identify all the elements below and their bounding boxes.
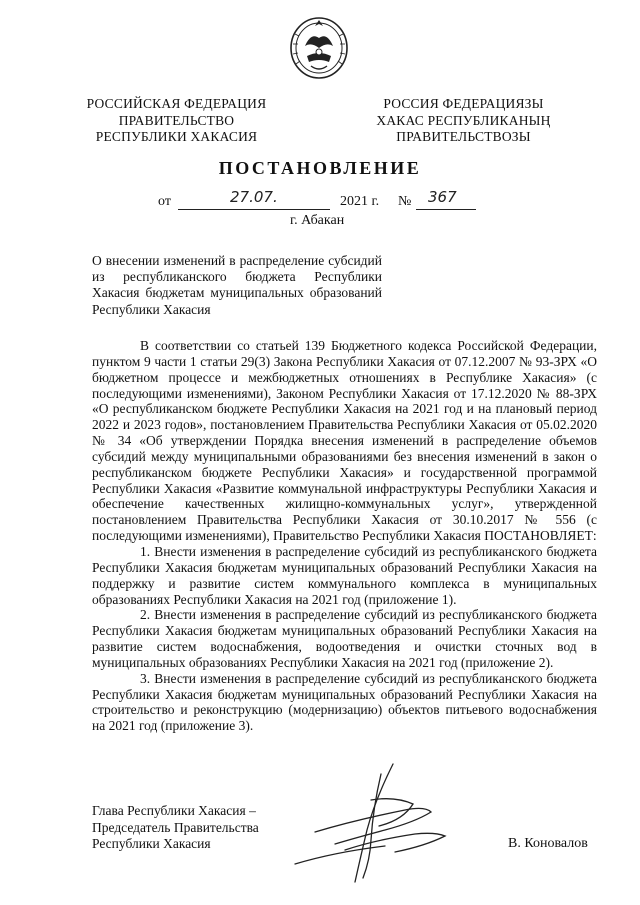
date-underline bbox=[178, 209, 330, 210]
header-left-line: РЕСПУБЛИКИ ХАКАСИЯ bbox=[95, 129, 258, 144]
header-right-line: РОССИЯ ФЕДЕРАЦИЯЗЫ bbox=[383, 96, 544, 111]
document-subject: О внесении изменений в распределение субсидий из республиканского бюджета Республики Хакасия бюджетам муниципальных образований Республики Хакасия bbox=[92, 253, 382, 317]
coat-of-arms-icon bbox=[289, 14, 349, 80]
date-number-line bbox=[158, 188, 488, 214]
year-label: 2021 г. bbox=[340, 194, 380, 209]
signer-title-line: Глава Республики Хакасия – bbox=[92, 803, 256, 818]
number-underline bbox=[416, 209, 476, 210]
resolution-item: 1. Внести изменения в распределение субсидий из республиканского бюджета Республики Хакасия бюджетам муниципальных образований Республики Хакасия на поддержку и развитие систем коммунального комплекса в муниципальных образованиях Республики Хакасия на 2021 год (приложение 1). bbox=[92, 543, 597, 607]
header-right-line: ПРАВИТЕЛЬСТВОЗЫ bbox=[396, 129, 531, 144]
city: г. Абакан bbox=[290, 213, 345, 228]
handwritten-signature bbox=[275, 760, 475, 890]
signer-title bbox=[92, 803, 292, 853]
number-label: № bbox=[398, 194, 412, 209]
preamble-paragraph: В соответствии со статьей 139 Бюджетного кодекса Российской Федерации, пунктом 9 части 1 статьи 29(3) Закона Республики Хакасия от 07.12.2007 № 93-ЗРХ «О бюджетном процессе и межбюджетных отношениях в Республике Хакасия» (с последующими изменениями), Законом Республики Хакасия от 17.12.2020 № 88-ЗРХ «О республиканском бюджете Республики Хакасия на 2021 год и на плановый период 2022 и 2023 годов», постановлением Правительства Республики Хакасия от 05.02.2020 № 34 «Об утверждении Порядка внесения изменений в распределение объемов субсидий между муниципальными образованиями без внесения изменений в закон о республиканском бюджете Республики Хакасия» и государственной программой Республики Хакасия «Развитие коммунальной инфраструктуры Республики Хакасия и обеспечение качественных жилищно-коммунальных услуг», утвержденной постановлением Правительства Республики Хакасия от 30.10.2017 № 556 (с последующими изменениями), Правительство Республики Хакасия ПОСТАНОВЛЯЕТ: bbox=[92, 338, 597, 544]
header-right-line: ХАКАС РЕСПУБЛИКАНЫҢ bbox=[376, 112, 551, 128]
header-left-line: РОССИЙСКАЯ ФЕДЕРАЦИЯ bbox=[86, 96, 267, 111]
date-handwritten: 27.07. bbox=[230, 188, 278, 206]
from-label: от bbox=[158, 194, 171, 209]
resolution-item: 3. Внести изменения в распределение субсидий из республиканского бюджета Республики Хакасия бюджетам муниципальных образований Республики Хакасия на строительство и реконструкцию (модернизацию) объектов питьевого водоснабжения на 2021 год (приложение 3). bbox=[92, 670, 597, 734]
document-title: ПОСТАНОВЛЕНИЕ bbox=[218, 158, 422, 178]
header-khakas bbox=[371, 96, 556, 146]
signer-title-line: Республики Хакасия bbox=[92, 836, 211, 851]
header-russian bbox=[84, 96, 269, 146]
document-body bbox=[92, 338, 597, 734]
number-handwritten: 367 bbox=[428, 188, 457, 206]
signer-name: В. Коновалов bbox=[508, 836, 588, 851]
header-left-line: ПРАВИТЕЛЬСТВО bbox=[118, 112, 235, 128]
resolution-item: 2. Внести изменения в распределение субсидий из республиканского бюджета Республики Хакасия бюджетам муниципальных образований Республики Хакасия на развитие систем водоснабжения, водоотведения и очистки сточных вод в муниципальных образованиях Республики Хакасия на 2021 год (приложение 2). bbox=[92, 607, 597, 670]
signer-title-line: Председатель Правительства bbox=[92, 819, 259, 835]
